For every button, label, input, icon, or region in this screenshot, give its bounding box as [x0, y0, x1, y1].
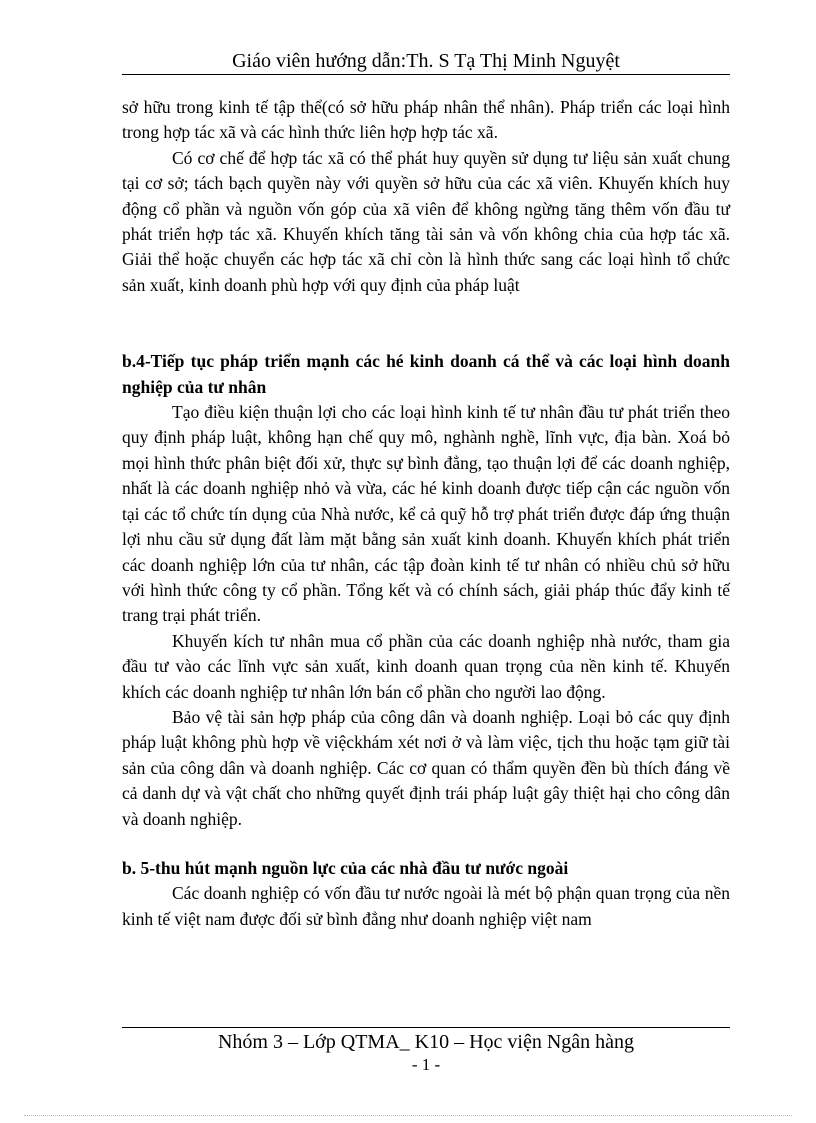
page-number: - 1 -: [411, 1055, 441, 1074]
section-heading-b4: b.4-Tiếp tục pháp triển mạnh các hé kinh doanh cá thể và các loại hình doanh nghiệp của tư nhân: [122, 351, 730, 397]
document-body: [122, 95, 730, 932]
header-divider: [122, 74, 730, 75]
paragraph-asset-protection: Bảo vệ tài sản hợp pháp của công dân và doanh nghiệp. Loại bỏ các quy định pháp luật không phù hợp về việckhám xét nơi ở và làm việc, tịch thu hoặc tạm giữ tài sản của công dân và doanh nghiệp. Các cơ quan có thẩm quyền đền bù thích đáng về cả danh dự và vật chất cho những quyết định trái pháp luật gây thiệt hại cho công dân và doanh nghiệp.: [122, 706, 730, 829]
section-spacer: [122, 298, 730, 349]
page-bottom-border: [24, 1115, 792, 1116]
section-heading-b5: b. 5-thu hút mạnh nguồn lực của các nhà đầu tư nước ngoài: [122, 857, 569, 878]
paragraph-cooperative-ownership: sở hữu trong kinh tế tập thể(có sở hữu pháp nhân thể nhân). Pháp triển các loại hình trong hợp tác xã và các hình thức liên hợp hợp tác xã.: [122, 97, 730, 143]
page-header: Giáo viên hướng dẫn:Th. S Tạ Thị Minh Nguyệt: [232, 50, 620, 72]
paragraph-private-sector-conditions: Tạo điều kiện thuận lợi cho các loại hình kinh tế tư nhân đầu tư phát triển theo quy định pháp luật, không hạn chế quy mô, nghành nghề, lĩnh vực, địa bàn. Xoá bỏ mọi hình thức phân biệt đối xử, thực sự bình đẳng, tạo thuận lợi để các doanh nghiệp, nhất là các doanh nghiệp nhỏ và vừa, các hé kinh doanh được tiếp cận các nguồn vốn tại các tổ chức tín dụng của Nhà nước, kể cả quỹ hỗ trợ phát triển được đáp ứng thuận lợi nhu cầu sử dụng đất làm mặt bằng sản xuất kinh doanh. Khuyến khích phát triển các doanh nghiệp lớn của tư nhân, các tập đoàn kinh tế tư nhân có nhiều chủ sở hữu với hình thức công ty cổ phần. Tổng kết và có chính sách, giải pháp thúc đẩy kinh tế trang trại phát triển.: [122, 402, 730, 626]
paragraph-cooperative-mechanism: Có cơ chế để hợp tác xã có thể phát huy quyền sử dụng tư liệu sản xuất chung tại cơ sở; tách bạch quyền này với quyền sở hữu của các xã viên. Khuyến khích huy động cổ phần và nguồn vốn góp của xã viên để không ngừng tăng thêm vốn đầu tư phát triển hợp tác xã. Khuyến khích tăng tài sản và vốn không chia của hợp tác xã. Giải thể hoặc chuyển các hợp tác xã chỉ còn là hình thức sang các loại hình tổ chức sản xuất, kinh doanh phù hợp với quy định của pháp luật: [122, 147, 730, 295]
footer-divider: [122, 1027, 730, 1028]
section-spacer: [122, 832, 730, 856]
paragraph-private-shares: Khuyến kích tư nhân mua cổ phần của các doanh nghiệp nhà nước, tham gia đầu tư vào các lĩnh vực sản xuất, kinh doanh quan trọng của nền kinh tế. Khuyến khích các doanh nghiệp tư nhân lớn bán cổ phần cho người lao động.: [122, 630, 730, 702]
page-footer: Nhóm 3 – Lớp QTMA_ K10 – Học viện Ngân hàng: [217, 1031, 635, 1053]
paragraph-foreign-investment: Các doanh nghiệp có vốn đầu tư nước ngoài là mét bộ phận quan trọng của nền kinh tế việt nam được đối sử bình đẳng như doanh nghiệp việt nam: [122, 883, 730, 929]
